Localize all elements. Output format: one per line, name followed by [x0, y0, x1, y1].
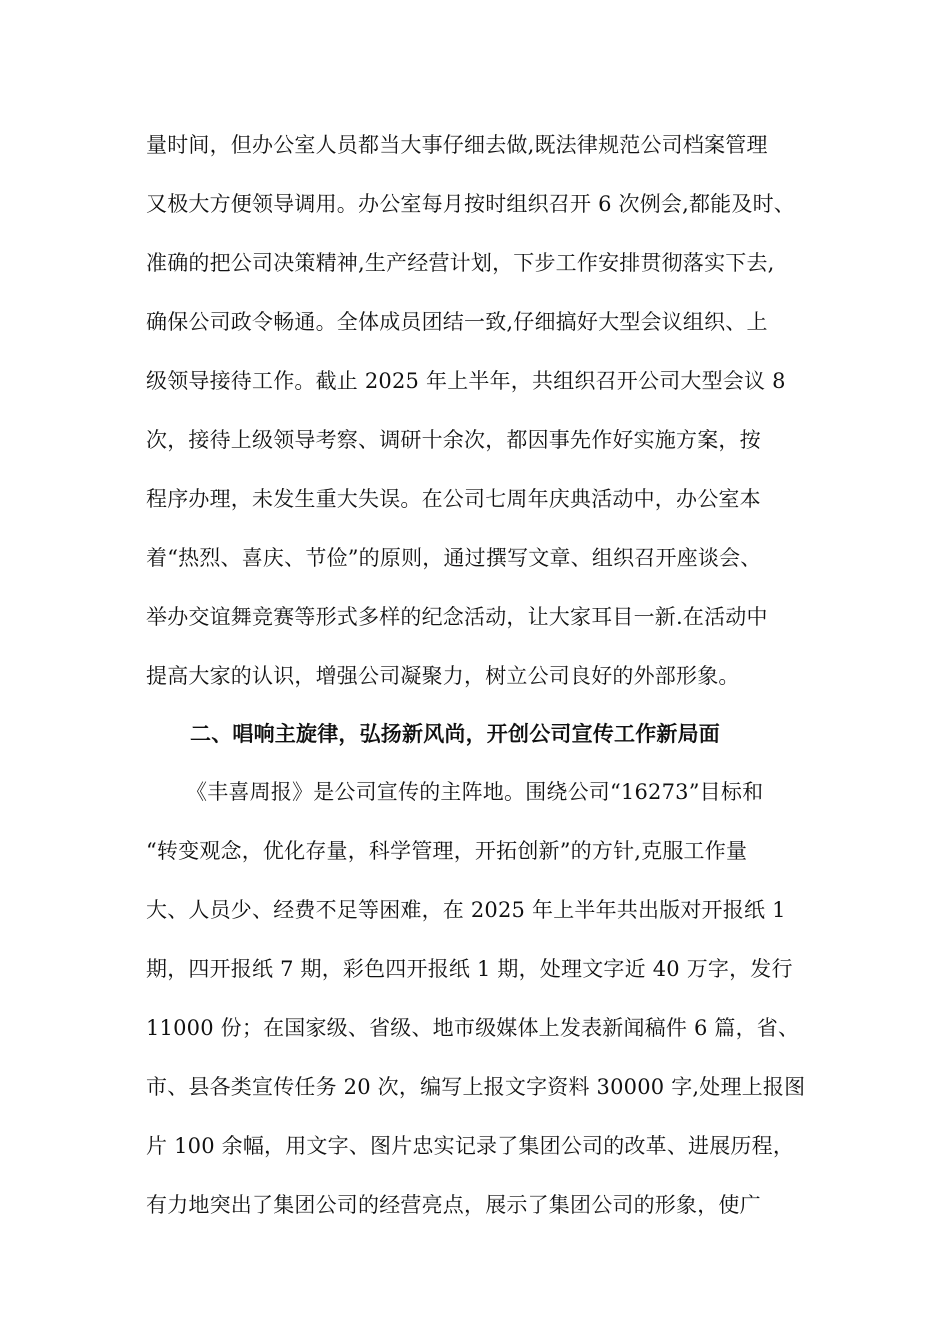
- paragraph-2-line-5: 11000 份；在国家级、省级、地市级媒体上发表新闻稿件 6 篇，省、: [146, 1016, 800, 1040]
- section-heading: 二、唱响主旋律，弘扬新风尚，开创公司宣传工作新局面: [190, 721, 720, 746]
- paragraph-1-line-3: 准确的把公司决策精神,生产经营计划，下步工作安排贯彻落实下去,: [146, 251, 775, 275]
- paragraph-1-line-4: 确保公司政令畅通。全体成员团结一致,仔细搞好大型会议组织、上: [146, 310, 768, 334]
- paragraph-1-line-7: 程序办理，未发生重大失误。在公司七周年庆典活动中，办公室本: [146, 487, 761, 511]
- paragraph-1-line-10: 提高大家的认识，增强公司凝聚力，树立公司良好的外部形象。: [146, 664, 740, 688]
- paragraph-1-line-6: 次，接待上级领导考察、调研十余次，都因事先作好实施方案，按: [146, 428, 761, 452]
- paragraph-2-line-7: 片 100 余幅，用文字、图片忠实记录了集团公司的改革、进展历程，: [146, 1134, 795, 1158]
- paragraph-1-line-1: 量时间，但办公室人员都当大事仔细去做,既法律规范公司档案管理: [146, 133, 768, 157]
- paragraph-2-line-6: 市、县各类宣传任务 20 次，编写上报文字资料 30000 字,处理上报图: [146, 1075, 806, 1099]
- paragraph-1-line-5: 级领导接待工作。截止 2025 年上半年，共组织召开公司大型会议 8: [146, 369, 786, 393]
- paragraph-2-line-3: 大、人员少、经费不足等困难，在 2025 年上半年共出版对开报纸 1: [146, 898, 786, 922]
- paragraph-2-line-2: “转变观念，优化存量，科学管理，开拓创新”的方针,克服工作量: [146, 839, 748, 863]
- paragraph-2-line-1: 《丰喜周报》是公司宣传的主阵地。围绕公司“16273”目标和: [186, 780, 764, 804]
- paragraph-1-line-9: 举办交谊舞竞赛等形式多样的纪念活动，让大家耳目一新.在活动中: [146, 605, 768, 629]
- paragraph-1-line-8: 着“热烈、喜庆、节俭”的原则，通过撰写文章、组织召开座谈会、: [146, 546, 762, 570]
- paragraph-1-line-2: 又极大方便领导调用。办公室每月按时组织召开 6 次例会,都能及时、: [146, 192, 795, 216]
- paragraph-2-line-8: 有力地突出了集团公司的经营亮点，展示了集团公司的形象，使广: [146, 1193, 761, 1217]
- paragraph-2-line-4: 期，四开报纸 7 期，彩色四开报纸 1 期，处理文字近 40 万字，发行: [146, 957, 793, 981]
